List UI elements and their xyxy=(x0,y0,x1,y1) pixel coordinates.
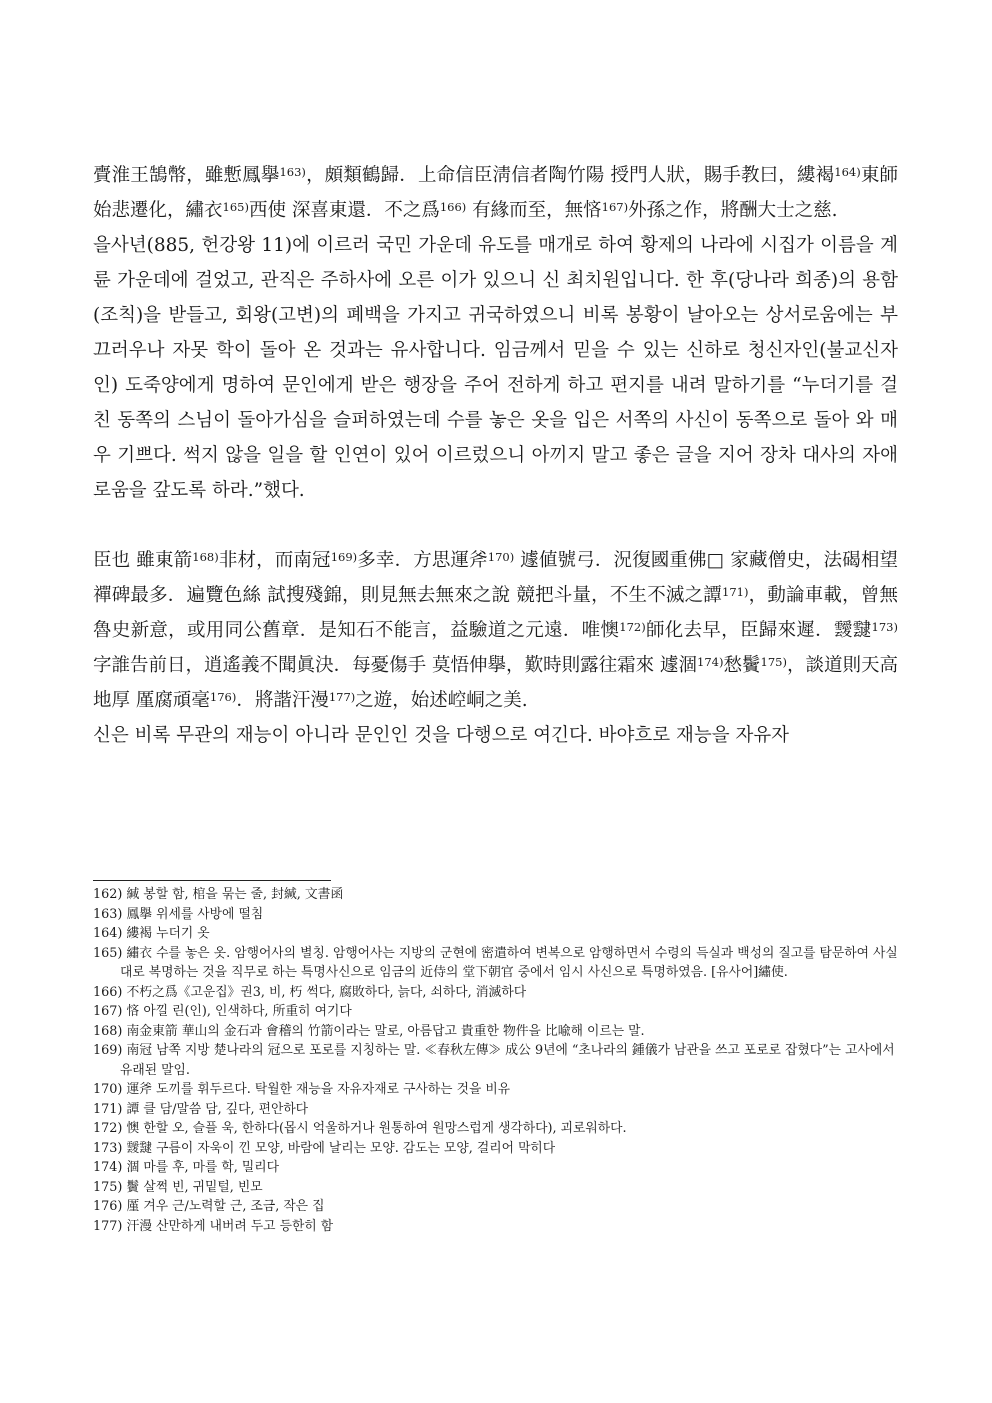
footnote-ref: 166) xyxy=(439,200,467,214)
text-run: 臣也 雖東箭 xyxy=(93,550,193,571)
text-run: 有緣而至，無悋 xyxy=(466,200,602,221)
text-run: 外孫之作，將酬大士之慈. xyxy=(628,200,838,221)
text-run: 을사년(885, 헌강왕 11)에 이르러 국민 가운데 유도를 매개로 하여 황제의 나라에 시집가 이름을 계륜 가운데에 걸었고, 관직은 주하사에 오른 이가 있으니 신 최치원입니다. 한 후(당나라 희종)의 용함(조칙)을 받들고, 회왕(고변)의 폐백을 가지고 귀국하였으니 비록 봉황이 날아오는 상서로움에는 부끄러우나 자못 학이 돌아 온 것과는 유사합니다. 임금께서 믿을 수 있는 신하로 청신자인(불교신자인) 도죽양에게 명하여 문인에게 받은 행장을 주어 전하게 하고 편지를 내려 말하기를 “누더기를 걸친 동쪽의 스님이 돌아가심을 슬퍼하였는데 수를 놓은 옷을 입은 서쪽의 사신이 동쪽으로 돌아 와 매우 기쁘다. 썩지 않을 일을 할 인연이 있어 이르렀으니 아끼지 말고 좋은 글을 지어 장차 대사의 자애로움을 갚도록 하라.”했다. xyxy=(93,235,898,501)
footnote-ref: 176) xyxy=(209,690,237,704)
footnote: 162) 緘 봉할 함, 棺을 묶는 줄, 封緘, 文書函 xyxy=(93,887,344,902)
footnote: 166) 不朽之爲《고운집》권3, 비, 朽 썩다, 腐敗하다, 늙다, 쇠하다, 消滅하다 xyxy=(93,984,527,1000)
footnote: 170) 運斧 도끼를 휘두르다. 탁월한 재능을 자유자재로 구사하는 것을 비유 xyxy=(93,1082,511,1097)
footnote: 172) 懊 한할 오, 슬플 욱, 한하다(몹시 억울하거나 원통하여 원망스럽게 생각하다), 괴로워하다. xyxy=(93,1121,627,1136)
footnote: 175) 鬢 살쩍 빈, 귀밑털, 빈모 xyxy=(93,1179,263,1195)
paragraph-spacer xyxy=(93,508,898,543)
text-run: 師化去早，臣歸來遲．靉靆 xyxy=(645,620,872,641)
text-run: ，談道則天高地厚 厪腐頑毫 xyxy=(93,655,898,711)
footnote-ref: 177) xyxy=(328,690,356,704)
text-run: 西使 深喜東還．不之爲 xyxy=(248,200,440,221)
footnote-ref: 175) xyxy=(760,655,787,669)
footnote: 176) 厪 겨우 근/노력할 근, 조금, 작은 집 xyxy=(93,1199,325,1214)
text-run: ，頗類鶴歸．上命信臣淸信者陶竹陽 授門人狀，賜手教曰，縷褐 xyxy=(305,165,835,186)
text-run: 賷淮王鵠幣，雖慙鳳擧 xyxy=(93,165,280,186)
main-text xyxy=(93,158,898,753)
footnote: 165) 繡衣 수를 놓은 옷. 암행어사의 별칭. 암행어사는 지방의 군현에 密遣하여 변복으로 암행하면서 수령의 득실과 백성의 질고를 탐문하여 사실대로 복명하는 것을 직무로 하는 특명사신으로 임금의 近侍의 堂下朝官 중에서 임시 사신으로 특명하였음. [유사어]繡使. xyxy=(93,945,898,980)
footnote: 167) 悋 아낄 린(인), 인색하다, 所重히 여기다 xyxy=(93,1004,352,1019)
footnote-ref: 172) xyxy=(619,620,646,634)
footnote: 163) 鳳擧 위세를 사방에 떨침 xyxy=(93,906,264,922)
text-run: 非材，而南冠 xyxy=(218,550,331,571)
footnote: 171) 譚 클 담/말씀 담, 깊다, 편안하다 xyxy=(93,1101,309,1117)
footnote-ref: 168) xyxy=(192,550,219,564)
text-run: 東師 始悲遷化，繡衣 xyxy=(93,165,898,221)
footnote-ref: 173) xyxy=(871,620,898,634)
footnote-ref: 170) xyxy=(487,550,515,564)
text-run: 多幸．方思運斧 xyxy=(357,550,488,571)
footnote: 168) 南金東箭 華山의 金石과 會稽의 竹箭이라는 말로, 아름답고 貴重한 物件을 比喩해 이르는 말. xyxy=(93,1023,645,1039)
text-run: ．將諧汗漫 xyxy=(236,690,329,711)
paragraph xyxy=(93,228,898,508)
text-run: 字誰告前日，逍遙義不聞眞決．每憂傷手 莫悟伸擧，歎時則露往霜來 遽涸 xyxy=(93,655,698,676)
footnote-ref: 167) xyxy=(601,200,629,214)
text-run: 遽値號弓．況復國重佛□ 家藏僧史，法碣相望 禪碑最多．遍覽色絲 試搜殘錦，則見無去無來之說 競把斗量，不生不滅之譚 xyxy=(93,550,898,606)
footnote-ref: 171) xyxy=(722,585,749,599)
footnote: 174) 涸 마를 후, 마를 학, 밀리다 xyxy=(93,1160,280,1175)
text-run: ，動論車載，曾無魯史新意，或用同公舊章．是知石不能言，益驗道之元遠．唯懊 xyxy=(93,585,898,641)
footnote: 177) 汗漫 산만하게 내버려 두고 등한히 함 xyxy=(93,1218,334,1234)
paragraph xyxy=(93,718,898,753)
footnote-ref: 169) xyxy=(330,550,358,564)
footnote-ref: 174) xyxy=(697,655,724,669)
footnote: 173) 靉靆 구름이 자욱이 낀 모양, 바람에 날리는 모양. 감도는 모양, 걸리어 막히다 xyxy=(93,1140,556,1156)
text-run: 신은 비록 무관의 재능이 아니라 문인인 것을 다행으로 여긴다. 바야흐로 재능을 자유자 xyxy=(93,725,790,746)
paragraph xyxy=(93,543,898,718)
footnote-ref: 164) xyxy=(834,165,861,179)
footnote-divider xyxy=(93,880,331,881)
footnote: 169) 南冠 남쪽 지방 楚나라의 冠으로 포로를 지칭하는 말. ≪春秋左傳≫ 成公 9년에 “초나라의 鍾儀가 남관을 쓰고 포로로 잡혔다”는 고사에서 유래된 말임. xyxy=(93,1043,895,1078)
text-run: 愁鬢 xyxy=(723,655,761,676)
footnote: 164) 縷褐 누더기 옷 xyxy=(93,926,210,941)
footnote-ref: 163) xyxy=(279,165,306,179)
footnote-ref: 165) xyxy=(222,200,249,214)
paragraph xyxy=(93,158,898,228)
text-run: 之遊，始述崆峒之美. xyxy=(355,690,528,711)
footnotes xyxy=(93,885,898,1236)
